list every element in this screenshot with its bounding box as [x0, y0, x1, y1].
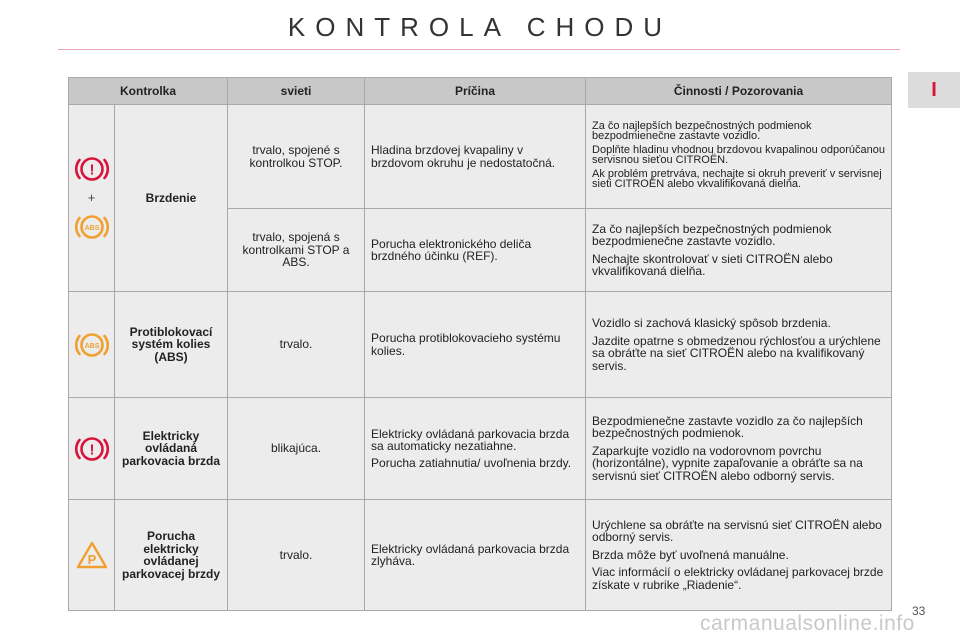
column-header-lit: svieti: [228, 78, 365, 105]
abs-warning-icon: [75, 212, 109, 242]
icon-cell: [69, 292, 115, 398]
abs-warning-icon: [75, 330, 109, 360]
warning-lights-table: [68, 77, 892, 611]
parking-brake-fault-icon: [75, 540, 109, 570]
actions-cell: [586, 105, 892, 209]
svg-text:P: P: [87, 552, 96, 567]
cause-text: Porucha zatiahnutia/ uvoľnenia brzdy.: [371, 455, 572, 470]
icon-cell: [69, 398, 115, 500]
actions-cell: [586, 398, 892, 500]
column-header-cause: Príčina: [365, 78, 586, 105]
table-row: [69, 292, 892, 398]
action-text: Nechajte skontrolovať v sieti CITROËN alebo vkvalifikovaná dielňa.: [592, 251, 833, 278]
actions-cell: [586, 500, 892, 611]
action-text: Brzda môže byť uvoľnená manuálne.: [592, 547, 789, 562]
title-divider: [58, 49, 900, 50]
page-title: KONTROLA CHODU: [287, 12, 673, 42]
cause-cell: [365, 292, 586, 398]
lit-condition: blikajúca.: [228, 398, 365, 500]
brake-warning-icon: [75, 154, 109, 184]
column-header-actions: Činnosti / Pozorovania: [586, 78, 892, 105]
svg-text:ABS: ABS: [84, 225, 99, 233]
table-row: [69, 398, 892, 500]
cause-text: Porucha protiblokovacieho systému kolies.: [371, 331, 561, 358]
column-header-control: Kontrolka: [69, 78, 228, 105]
table-header-row: [69, 78, 892, 105]
lit-condition: trvalo.: [228, 292, 365, 398]
action-text: Za čo najlepších bezpečnostných podmienok bezpodmienečne zastavte vozidlo.: [592, 221, 832, 248]
action-text: Bezpodmienečne zastavte vozidlo za čo najlepších bezpečnostných podmienok.: [592, 413, 863, 441]
cause-cell: [365, 105, 586, 209]
action-text: Za čo najlepších bezpečnostných podmienok bezpodmienečne zastavte vozidlo.: [592, 119, 812, 142]
control-name: Elektricky ovládaná parkovacia brzda: [115, 398, 228, 500]
brake-warning-icon: [75, 434, 109, 464]
action-text: Viac informácií o elektricky ovládanej parkovacej brzde získate v rubrike „Riadenie“.: [592, 565, 884, 592]
control-name: Porucha elektricky ovládanej parkovacej brzdy: [115, 500, 228, 611]
svg-text:ABS: ABS: [84, 342, 99, 350]
cause-cell: [365, 209, 586, 292]
control-name: Protiblokovací systém kolies (ABS): [115, 292, 228, 398]
svg-text:!: !: [89, 441, 94, 458]
action-text: Zaparkujte vozidlo na vodorovnom povrchu (horizontálne), vypnite zapaľovanie a obráťte sa na servisnú sieť CITROËN alebo odborný servis.: [592, 443, 863, 483]
watermark: carmanualsonline.info: [700, 612, 915, 635]
icon-cell: [69, 105, 115, 292]
action-text: Doplňte hladinu vhodnou brzdovou kvapalinou odporúčanou servisnou sieťou CITROËN.: [592, 143, 885, 166]
control-name: Brzdenie: [115, 105, 228, 292]
action-text: Urýchlene sa obráťte na servisnú sieť CITROËN alebo odborný servis.: [592, 517, 882, 545]
table-row: [69, 105, 892, 209]
cause-text: Elektricky ovládaná parkovacia brzda zlyháva.: [371, 541, 570, 568]
page-number: 33: [912, 604, 926, 618]
svg-text:!: !: [89, 161, 94, 179]
action-text: Vozidlo si zachová klasický spôsob brzdenia.: [592, 316, 831, 330]
cause-text: Elektricky ovládaná parkovacia brzda sa automaticky nezatiahne.: [371, 426, 570, 454]
cause-cell: [365, 500, 586, 611]
lit-condition: trvalo, spojené s kontrolkou STOP.: [228, 105, 365, 209]
cause-cell: [365, 398, 586, 500]
actions-cell: [586, 209, 892, 292]
cause-text: Porucha elektronického deliča brzdného účinku (REF).: [371, 236, 532, 263]
table-row: [69, 500, 892, 611]
lit-condition: trvalo, spojená s kontrolkami STOP a ABS.: [228, 209, 365, 292]
plus-sign: +: [87, 189, 96, 205]
icon-cell: [69, 500, 115, 611]
action-text: Ak problém pretrváva, nechajte si okruh preveriť v servisnej sieti CITROËN alebo vkvalifikovaná dielňa.: [592, 167, 882, 190]
action-text: Jazdite opatrne s obmedzenou rýchlosťou a urýchlene sa obráťte na sieť CITROËN alebo na kvalifikovaný servis.: [592, 333, 881, 373]
section-tab[interactable]: I: [908, 72, 960, 108]
actions-cell: [586, 292, 892, 398]
cause-text: Hladina brzdovej kvapaliny v brzdovom okruhu je nedostatočná.: [371, 143, 556, 170]
lit-condition: trvalo.: [228, 500, 365, 611]
